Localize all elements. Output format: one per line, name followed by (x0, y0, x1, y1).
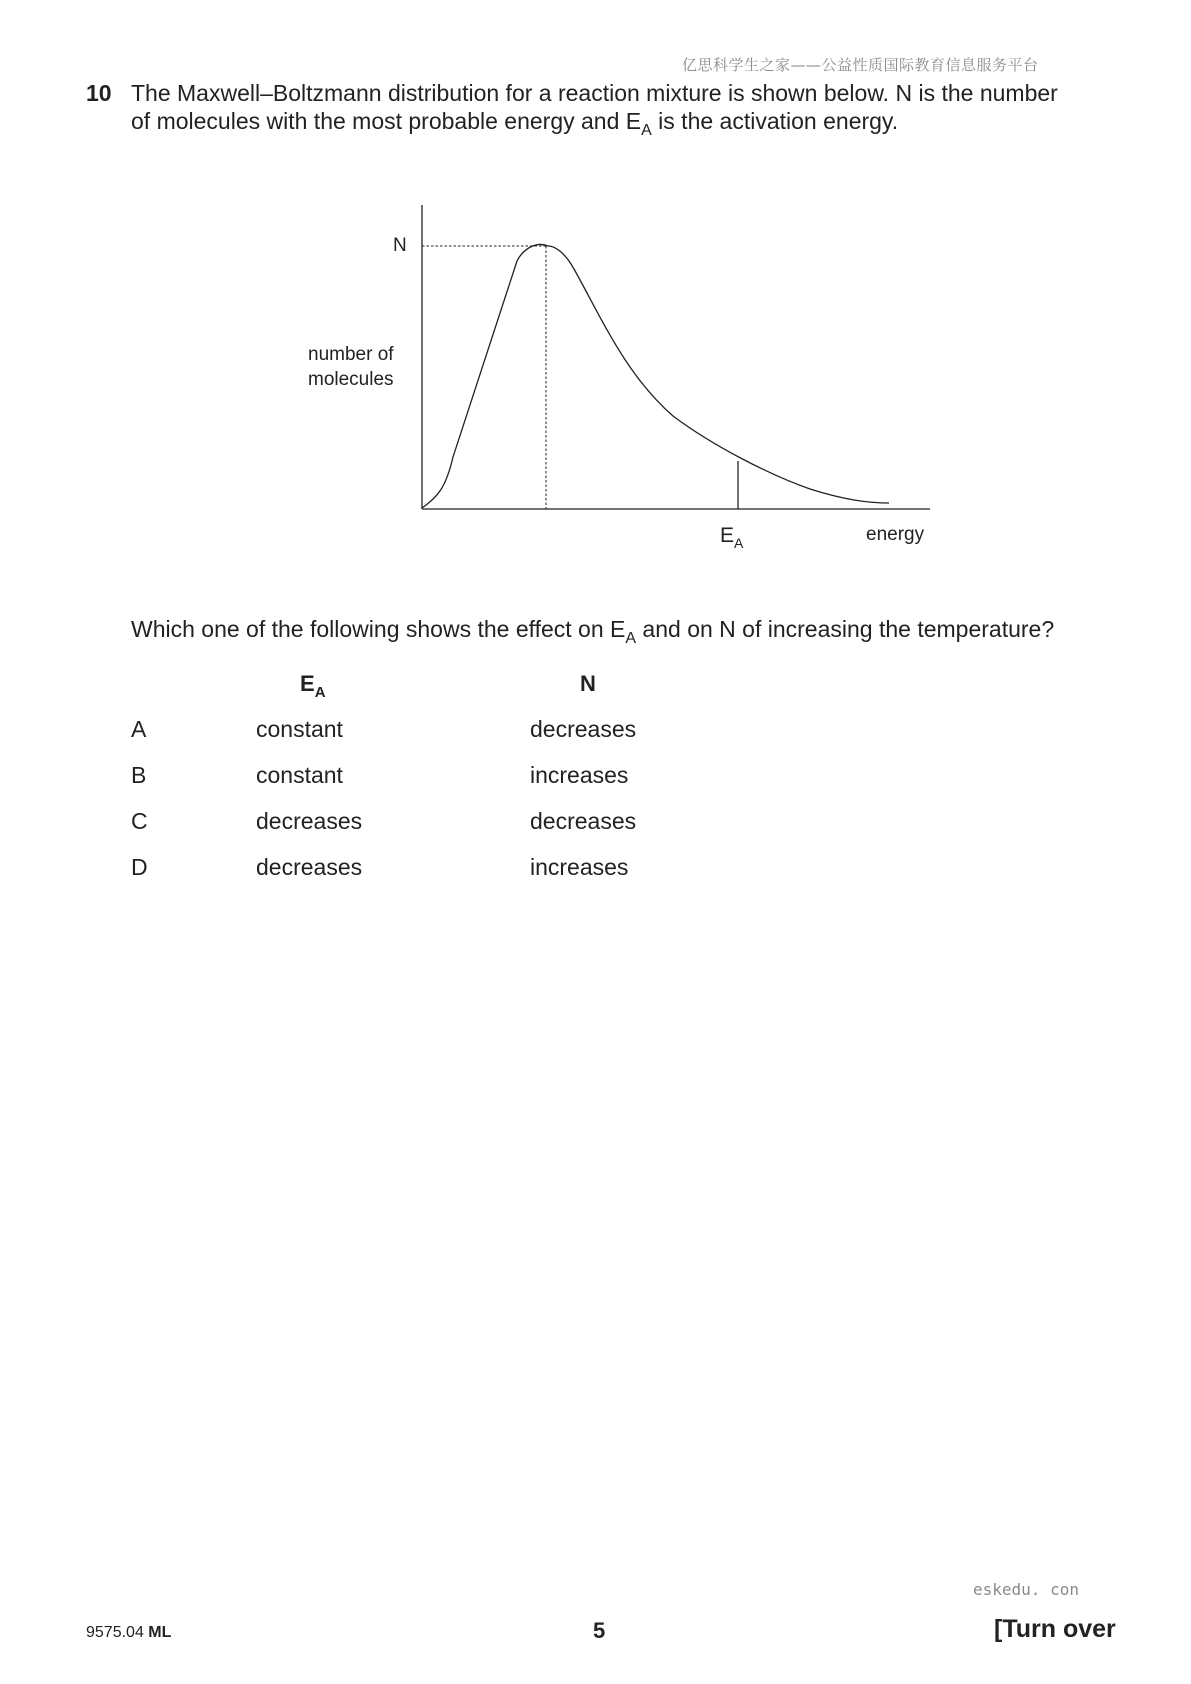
question-text-line1: The Maxwell–Boltzmann distribution for a reaction mixture is shown below. N is the number (131, 80, 1058, 106)
option-ea-value: constant (256, 716, 343, 742)
ea-label-sub: A (734, 535, 744, 551)
option-letter: C (131, 808, 148, 834)
question-prompt (131, 616, 1054, 648)
paper-code-number: 9575.04 (86, 1624, 144, 1641)
ea-label-main: E (720, 524, 735, 547)
option-ea-value: decreases (256, 808, 363, 834)
question-number: 10 (86, 80, 112, 106)
turn-over-label: [Turn over (994, 1615, 1116, 1643)
n-label: N (393, 235, 407, 256)
x-axis-label: energy (866, 524, 925, 545)
paper-code (86, 1624, 171, 1642)
question-line2-sub: A (641, 122, 652, 139)
option-n-value: increases (530, 854, 629, 880)
ea-label (720, 524, 743, 551)
option-row-c (0, 808, 1191, 842)
question-text-line2 (131, 108, 898, 140)
options-header-n: N (580, 671, 596, 696)
question-line2-pre: of molecules with the most probable energy and E (131, 108, 642, 134)
options-header-ea-main: E (300, 671, 315, 696)
options-header-ea-sub: A (314, 684, 326, 701)
option-letter: B (131, 762, 147, 788)
option-ea-value: constant (256, 762, 343, 788)
option-n-value: decreases (530, 716, 637, 742)
option-letter: D (131, 854, 148, 880)
option-row-d (0, 854, 1191, 888)
option-row-a (0, 716, 1191, 750)
option-letter: A (131, 716, 147, 742)
prompt-sub: A (625, 630, 637, 647)
question-line2-post: is the activation energy. (651, 108, 899, 134)
distribution-curve (422, 244, 889, 508)
footer-watermark: eskedu. con (973, 1580, 1079, 1599)
option-n-value: increases (530, 762, 629, 788)
page-number: 5 (593, 1618, 606, 1643)
option-n-value: decreases (530, 808, 637, 834)
option-row-b (0, 762, 1191, 796)
prompt-pre: Which one of the following shows the effect on E (131, 616, 626, 642)
prompt-post: and on N of increasing the temperature? (636, 616, 1055, 642)
y-axis-label-line2: molecules (308, 369, 394, 390)
paper-code-suffix: ML (148, 1624, 172, 1641)
options-header-ea (300, 671, 326, 701)
option-ea-value: decreases (256, 854, 363, 880)
y-axis-label-line1: number of (308, 344, 394, 365)
header-watermark: 亿思科学生之家——公益性质国际教育信息服务平台 (682, 56, 1039, 74)
maxwell-boltzmann-figure (290, 195, 950, 565)
